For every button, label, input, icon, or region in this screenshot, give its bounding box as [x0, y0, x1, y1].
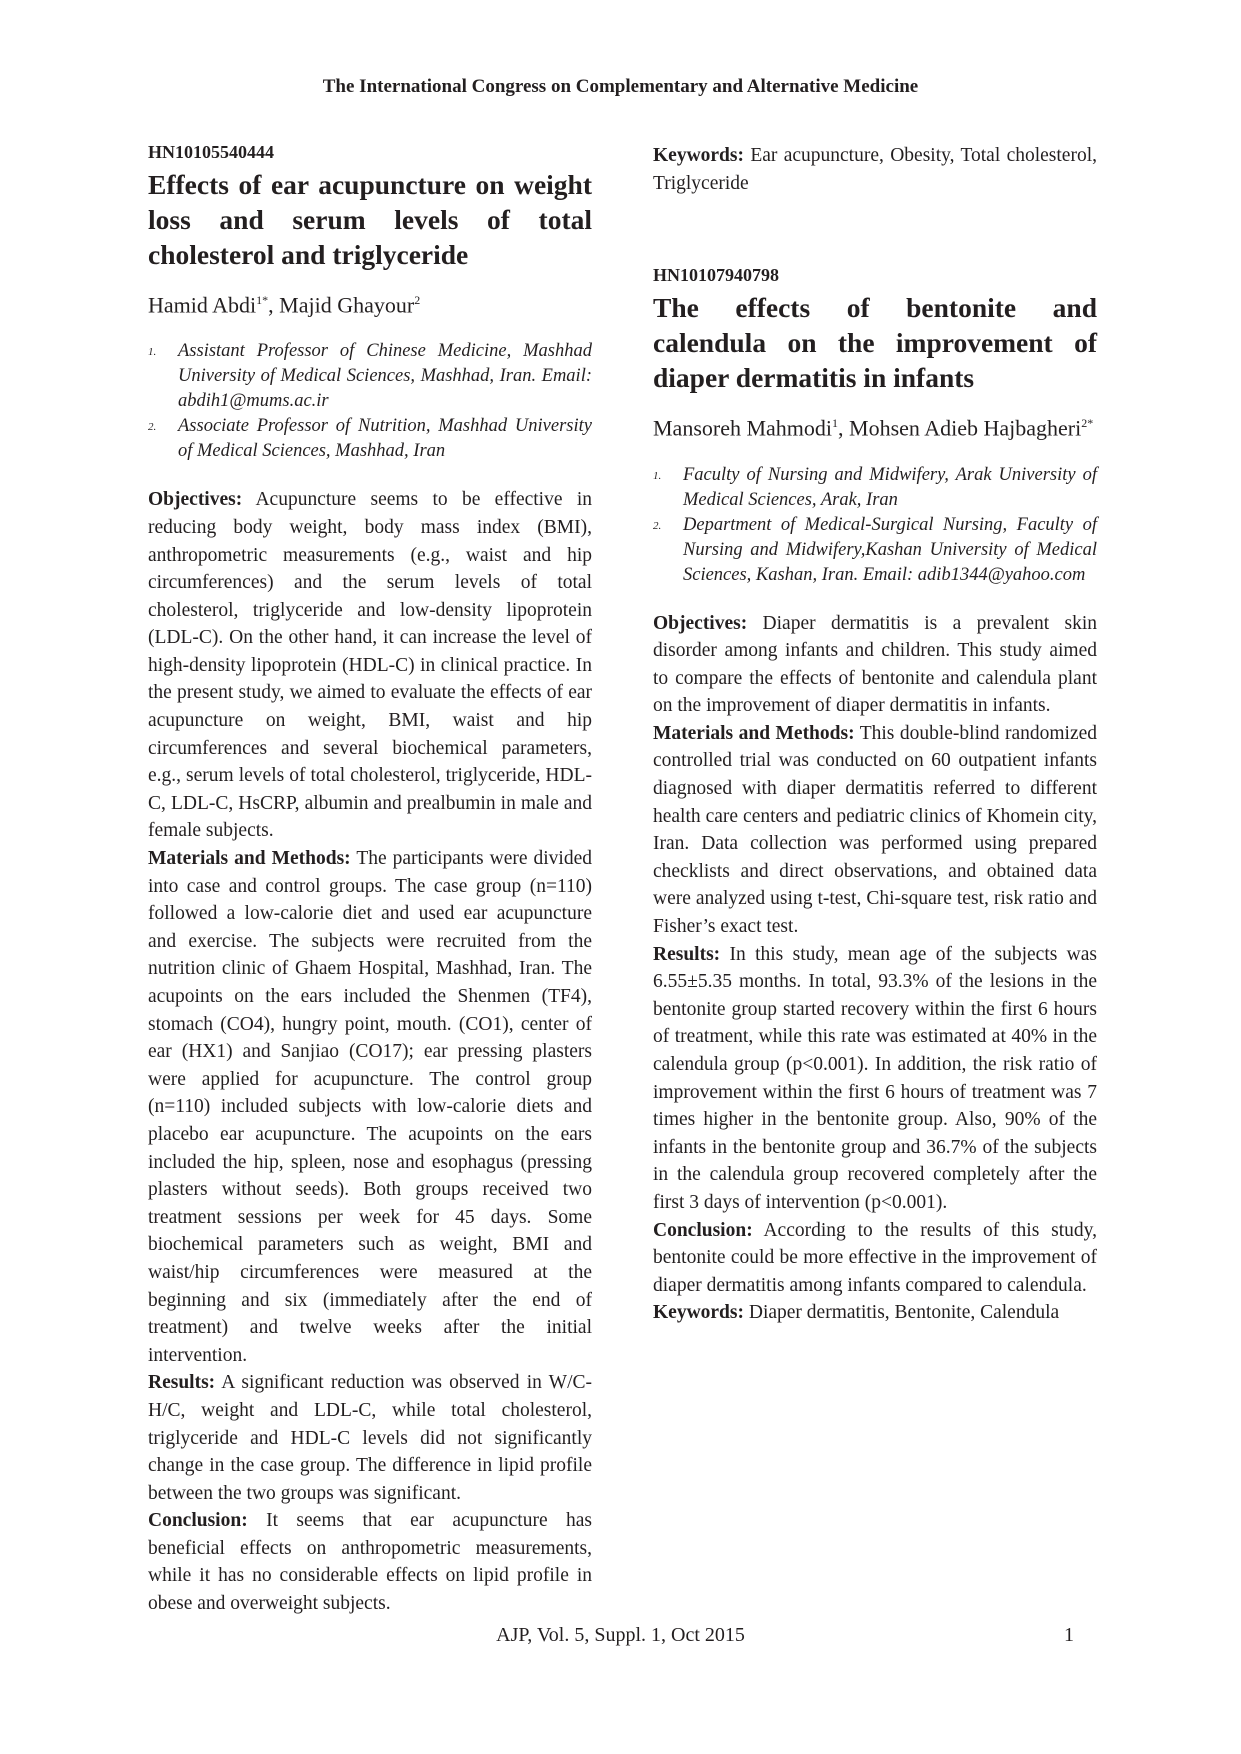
- affiliation-number: 1.: [148, 346, 157, 359]
- section-label: Materials and Methods:: [653, 722, 855, 744]
- section-label: Objectives:: [653, 612, 748, 634]
- section-label: Conclusion:: [653, 1219, 753, 1241]
- journal-citation: AJP, Vol. 5, Suppl. 1, Oct 2015: [496, 1624, 745, 1646]
- author-name: Mansoreh Mahmodi: [653, 415, 833, 441]
- author-affiliation-mark: 1: [832, 416, 839, 431]
- section-text: A significant reduction was observed in W/C-H/C, weight and LDL-C, while total cholesterol, triglyceride and HDL-C levels did not significantly change in the case group. The difference in lipid profile between the two groups was significant.: [148, 1372, 592, 1504]
- affiliation-text: Associate Professor of Nutrition, Mashhad University of Medical Sciences, Mashhad, Iran: [178, 416, 592, 462]
- affiliation-item: [653, 513, 1097, 588]
- abstract-title: Effects of ear acupuncture on weight loss and serum levels of total cholesterol and triglyceride: [148, 169, 592, 270]
- affiliation-item: [148, 339, 592, 414]
- conclusion-paragraph: [653, 1217, 1097, 1300]
- author-list: [148, 286, 592, 319]
- section-text: It seems that ear acupuncture has beneficial effects on anthropometric measurements, while it has no considerable effects on lipid profile in obese and overweight subjects.: [148, 1510, 592, 1615]
- affiliation-list: [653, 463, 1097, 588]
- section-text: This double-blind randomized controlled trial was conducted on 60 outpatient infants diagnosed with diaper dermatitis referred to different health care centers and pediatric clinics of Khomein city, Iran. Data collection was performed using prepared checklists and direct observations, and obtained data were analyzed using t-test, Chi-square test, risk ratio and Fisher’s exact test.: [653, 722, 1098, 938]
- affiliation-item: [653, 463, 1097, 513]
- affiliation-text: Department of Medical-Surgical Nursing, Faculty of Nursing and Midwifery,Kashan University of Medical Sciences, Kashan, Iran. Email: adib1344@yahoo.com: [683, 514, 1097, 585]
- conclusion-paragraph: [148, 1507, 592, 1617]
- section-text: Acupuncture seems to be effective in reducing body weight, body mass index (BMI), anthropometric measurements (e.g., waist and hip circumferences) and the serum levels of total cholesterol, triglyceride and low-density lipoprotein (LDL-C). On the other hand, it can increase the level of high-density lipoprotein (HDL-C) in clinical practice. In the present study, we aimed to evaluate the effects of ear acupuncture on weight, BMI, waist and hip circumferences and several biochemical parameters, e.g., serum levels of total cholesterol, triglyceride, HDL-C, LDL-C, HsCRP, albumin and prealbumin in male and female subjects.: [148, 489, 592, 842]
- section-label: Results:: [653, 943, 721, 965]
- author-separator: ,: [838, 415, 850, 441]
- methods-paragraph: [653, 720, 1097, 941]
- affiliation-number: 2.: [653, 519, 662, 532]
- objectives-paragraph: [653, 610, 1097, 720]
- author-name: Hamid Abdi: [148, 292, 257, 318]
- keywords-paragraph: [653, 1299, 1097, 1327]
- section-label: Objectives:: [148, 489, 243, 511]
- section-text: The participants were divided into case and control groups. The case group (n=110) followed a low-calorie diet and used ear acupuncture and exercise. The subjects were recruited from the nutrition clinic of Ghaem Hospital, Mashhad, Iran. The acupoints on the ears included the Shenmen (TF4), stomach (CO4), hungry point, mouth. (CO1), center of ear (HX1) and Sanjiao (CO17); ear pressing plasters were applied for acupuncture. The control group (n=110) included subjects with low-calorie diets and placebo ear acupuncture. The acupoints on the ears included the hip, spleen, nose and esophagus (pressing plasters without seeds). Both groups received two treatment sessions per week for 45 days. Some biochemical parameters such as weight, BMI and waist/hip circumferences were measured at the beginning and six (immediately after the end of treatment) and twelve weeks after the initial intervention.: [148, 848, 593, 1366]
- affiliation-list: [148, 339, 592, 464]
- page-number: 1: [1064, 1624, 1074, 1646]
- section-text: According to the results of this study, bentonite could be more effective in the improvement of diaper dermatitis among infants compared to calendula.: [653, 1219, 1097, 1296]
- author-affiliation-mark: 2: [414, 293, 421, 307]
- section-text: Diaper dermatitis, Bentonite, Calendula: [744, 1302, 1060, 1324]
- author-name: Majid Ghayour: [279, 292, 415, 318]
- methods-paragraph: [148, 845, 592, 1369]
- section-text: Diaper dermatitis is a prevalent skin disorder among infants and children. This study aimed to compare the effects of bentonite and calendula plant on the improvement of diaper dermatitis in infants.: [653, 612, 1097, 717]
- author-affiliation-mark: 2*: [1081, 416, 1094, 431]
- affiliation-item: [148, 414, 592, 464]
- abstract-id: HN10107940798: [653, 265, 779, 286]
- results-paragraph: [148, 1369, 592, 1507]
- running-header: The International Congress on Complementary and Alternative Medicine: [322, 76, 919, 97]
- section-label: Materials and Methods:: [148, 848, 351, 870]
- author-affiliation-mark: 1*: [256, 293, 269, 307]
- section-label: Conclusion:: [148, 1510, 248, 1532]
- affiliation-number: 2.: [148, 421, 157, 434]
- section-text: In this study, mean age of the subjects was 6.55±5.35 months. In total, 93.3% of the lesions in the bentonite group started recovery within the first 6 hours of treatment, while this rate was estimated at 40% in the calendula group (p<0.001). In addition, the risk ratio of improvement within the first 6 hours of treatment was 7 times higher in the bentonite group. Also, 90% of the infants in the bentonite group and 36.7% of the subjects in the calendula group recovered completely after the first 3 days of intervention (p<0.001).: [653, 943, 1097, 1213]
- affiliation-text: Assistant Professor of Chinese Medicine, Mashhad University of Medical Sciences, Mashhad, Iran. Email: abdih1@mums.ac.ir: [178, 341, 592, 412]
- objectives-paragraph: [148, 486, 592, 845]
- section-label: Keywords:: [653, 145, 744, 166]
- section-text: Ear acupuncture, Obesity, Total cholesterol, Triglyceride: [653, 145, 1097, 194]
- author-list: [653, 409, 1097, 442]
- abstract-title: The effects of bentonite and calendula on the improvement of diaper dermatitis in infants: [653, 292, 1097, 394]
- right-column: [653, 142, 1097, 1327]
- section-label: Keywords:: [653, 1302, 744, 1324]
- author-separator: ,: [268, 292, 280, 318]
- keywords-paragraph: [653, 142, 1097, 197]
- section-label: Results:: [148, 1372, 216, 1394]
- abstract-id: HN10105540444: [148, 142, 274, 162]
- results-paragraph: [653, 941, 1097, 1217]
- affiliation-number: 1.: [653, 469, 662, 482]
- left-column: [148, 142, 592, 1618]
- affiliation-text: Faculty of Nursing and Midwifery, Arak University of Medical Sciences, Arak, Iran: [683, 464, 1097, 510]
- author-name: Mohsen Adieb Hajbagheri: [849, 415, 1082, 441]
- abstract-separator: [653, 197, 1097, 265]
